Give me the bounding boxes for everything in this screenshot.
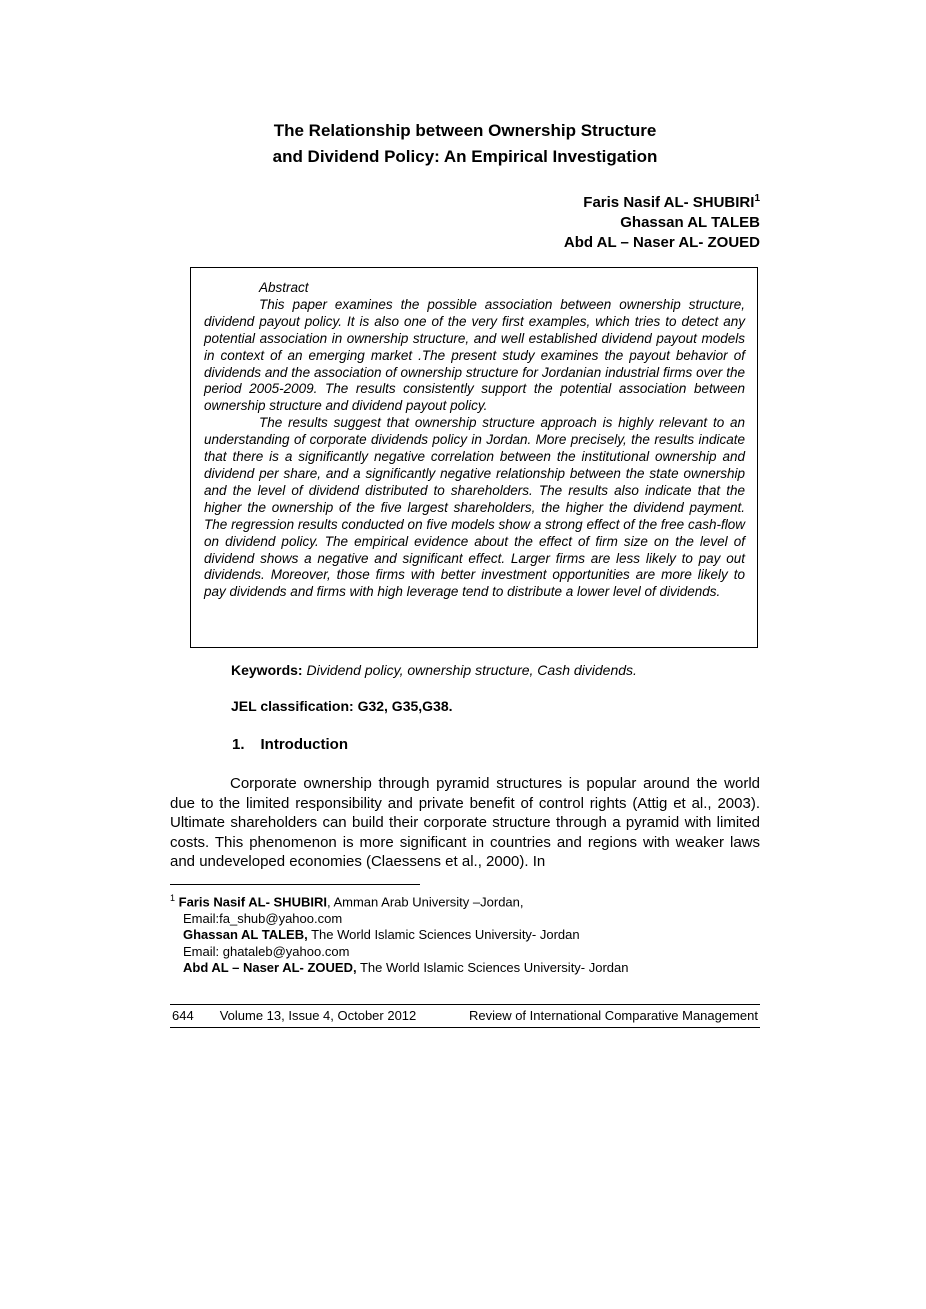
section-1-number: 1. [232,736,245,753]
footnote-author-1 [170,890,760,911]
introduction-paragraph: Corporate ownership through pyramid structures is popular around the world due to the limited responsibility and private benefit of control rights (Attig et al., 2003). Ultimate shareholders can build their corporate structure through a pyramid with limited costs. This phenomenon is more significant in countries and regions with weaker laws and undeveloped economies (Claessens et al., 2000). In [170,775,760,870]
section-1-title: Introduction [260,736,348,753]
keywords-text: Dividend policy, ownership structure, Cash dividends. [302,662,637,678]
author-2: Ghassan AL TALEB [620,214,760,231]
footnote-author-3-name: Abd AL – Naser AL- ZOUED, [183,960,357,976]
author-3: Abd AL – Naser AL- ZOUED [563,234,760,251]
paper-title-line2: and Dividend Policy: An Empirical Investigation [272,147,658,166]
jel-classification-line: JEL classification: G32, G35,G38. [231,698,453,714]
footnote-author-1-name: Faris Nasif AL- SHUBIRI [178,894,327,910]
section-1-heading [170,736,760,753]
footer-page-number: 644 [172,1008,194,1023]
abstract-paragraph-1: This paper examines the possible association between ownership structure, dividend payout policy. It is also one of the very first examples, which tries to detect any potential association in ownership structure, and well established dividend payout models in context of an emerging market .The present study examines the payout behavior of dividends and the association of ownership structure for Jordanian industrial firms over the period 2005-2009. The results consistently support the potential association between ownership structure and dividend payout policy. [204,296,745,414]
abstract-paragraph-2: The results suggest that ownership structure approach is highly relevant to an understanding of corporate dividends policy in Jordan. More precisely, the results indicate that there is a significantly negative correlation between the institutional ownership and dividend per share, and a significantly negative relationship between the state ownership and the level of dividend distributed to shareholders. The results also indicate that the higher the ownership of the five largest shareholders, the higher the dividend payment. The regression results conducted on five models show a strong effect of the free cash-flow on dividend policy. The empirical evidence about the effect of firm size on the level of dividend shows a negative and significant effect. Larger firms are less likely to pay out dividends. Moreover, those firms with better investment opportunities are more likely to pay dividends and firms with high leverage tend to distribute a lower level of dividends. [204,415,745,600]
author-1 [170,189,760,213]
author-1-name: Faris Nasif AL- SHUBIRI [583,194,755,211]
paper-title-line1: The Relationship between Ownership Structure [273,121,657,140]
footnote-author-2-name: Ghassan AL TALEB, [183,927,308,943]
footnote-author-3-affiliation: The World Islamic Sciences University- Jordan [356,960,629,976]
footer-journal-name: Review of International Comparative Management [468,1008,758,1023]
abstract-box [190,267,758,648]
footnote-author-1-email: Email:fa_shub@yahoo.com [183,910,343,926]
footnote-marker: 1 [170,893,176,903]
keywords-line [170,662,760,678]
author-1-footnote-marker: 1 [754,193,760,204]
footnote-author-2-email: Email: ghataleb@yahoo.com [183,943,350,959]
footnote-author-3 [170,960,760,977]
footnote-author-2 [170,927,760,944]
footer-issue-info: Volume 13, Issue 4, October 2012 [219,1008,417,1023]
page-footer [170,1004,760,1028]
abstract-heading: Abstract [259,280,309,295]
keywords-label: Keywords: [231,662,303,678]
footnote-author-1-affiliation: , Amman Arab University –Jordan, [326,894,524,910]
paper-title [170,118,760,170]
footnote-author-2-affiliation: The World Islamic Sciences University- Jordan [307,927,580,943]
footnote-separator-rule [170,884,420,885]
authors-block [170,189,760,253]
footnotes-block [170,884,760,977]
